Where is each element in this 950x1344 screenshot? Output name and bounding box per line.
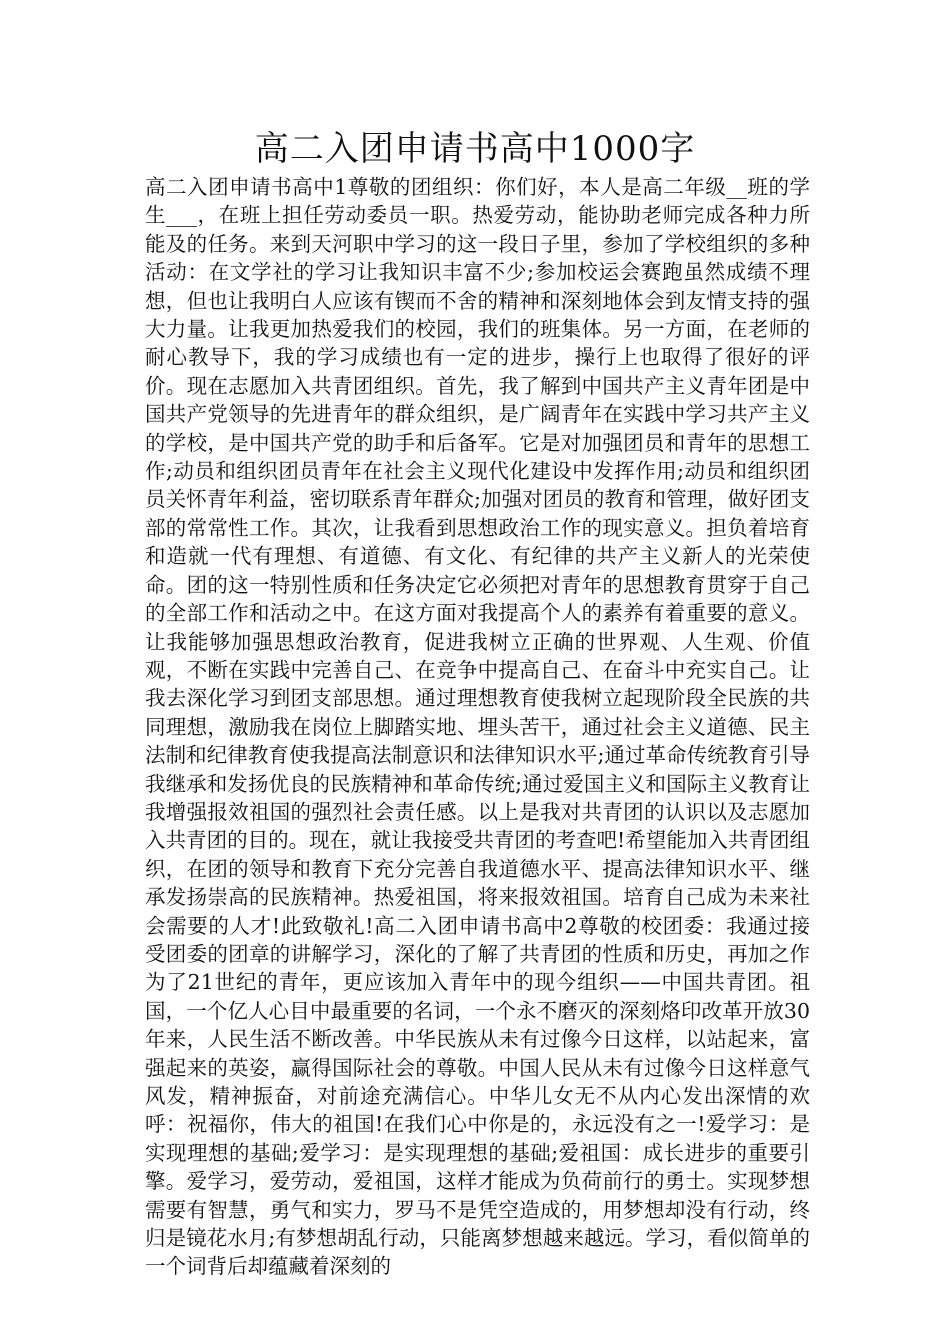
document-body: 高二入团申请书高中1尊敬的团组织：你们好，本人是高二年级__班的学生___，在班上担任劳动委员一职。热爱劳动，能协助老师完成各种力所能及的任务。来到天河职中学习的这一段日子里，参加了学校组织的多种活动：在文学社的学习让我知识丰富不少;参加校运会赛跑虽然成绩不理想，但也让我明白人应该有锲而不舍的精神和深刻地体会到友情支持的强大力量。让我更加热爱我们的校园，我们的班集体。另一方面，在老师的耐心教导下，我的学习成绩也有一定的进步，操行上也取得了很好的评价。现在志愿加入共青团组织。首先，我了解到中国共产主义青年团是中国共产党领导的先进青年的群众组织，是广阔青年在实践中学习共产主义的学校，是中国共产党的助手和后备军。它是对加强团员和青年的思想工作;动员和组织团员青年在社会主义现代化建设中发挥作用;动员和组织团员关怀青年利益，密切联系青年群众;加强对团员的教育和管理，做好团支部的常常性工作。其次，让我看到思想政治工作的现实意义。担负着培育和造就一代有理想、有道德、有文化、有纪律的共产主义新人的光荣使命。团的这一特别性质和任务决定它必须把对青年的思想教育贯穿于自己的全部工作和活动之中。在这方面对我提高个人的素养有着重要的意义。让我能够加强思想政治教育，促进我树立正确的世界观、人生观、价值观，不断在实践中完善自己、在竞争中提高自己、在奋斗中充实自己。让我去深化学习到团支部思想。通过理想教育使我树立起现阶段全民族的共同理想，激励我在岗位上脚踏实地、埋头苦干，通过社会主义道德、民主法制和纪律教育使我提高法制意识和法律知识水平;通过革命传统教育引导我继承和发扬优良的民族精神和革命传统;通过爱国主义和国际主义教育让我增强报效祖国的强烈社会责任感。以上是我对共青团的认识以及志愿加入共青团的目的。现在，就让我接受共青团的考查吧!希望能加入共青团组织，在团的领导和教育下充分完善自我道德水平、提高法律知识水平、继承发扬崇高的民族精神。热爱祖国，将来报效祖国。培育自己成为未来社会需要的人才!此致敬礼!高二入团申请书高中2尊敬的校团委：我通过接受团委的团章的讲解学习，深化的了解了共青团的性质和历史，再加之作为了21世纪的青年，更应该加入青年中的现今组织——中国共青团。祖国，一个亿人心目中最重要的名词，一个永不磨灭的深刻烙印改革开放30年来，人民生活不断改善。中华民族从未有过像今日这样，以站起来，富强起来的英姿，赢得国际社会的尊敬。中国人民从未有过像今日这样意气风发，精神振奋，对前途充满信心。中华儿女无不从内心发出深情的欢呼：祝福你，伟大的祖国!在我们心中你是的，永远没有之一!爱学习：是实现理想的基础;爱学习：是实现理想的基础;爱祖国：成长进步的重要引擎。爱学习，爱劳动，爱祖国，这样才能成为负荷前行的勇士。实现梦想需要有智慧，勇气和实力，罗马不是凭空造成的，用梦想却没有行动，终归是镜花水月;有梦想胡乱行动，只能离梦想越来越远。学习，看似简单的一个词背后却蕴藏着深刻的 (145, 175, 810, 1279)
document-title: 高二入团申请书高中1000字 (254, 129, 696, 169)
